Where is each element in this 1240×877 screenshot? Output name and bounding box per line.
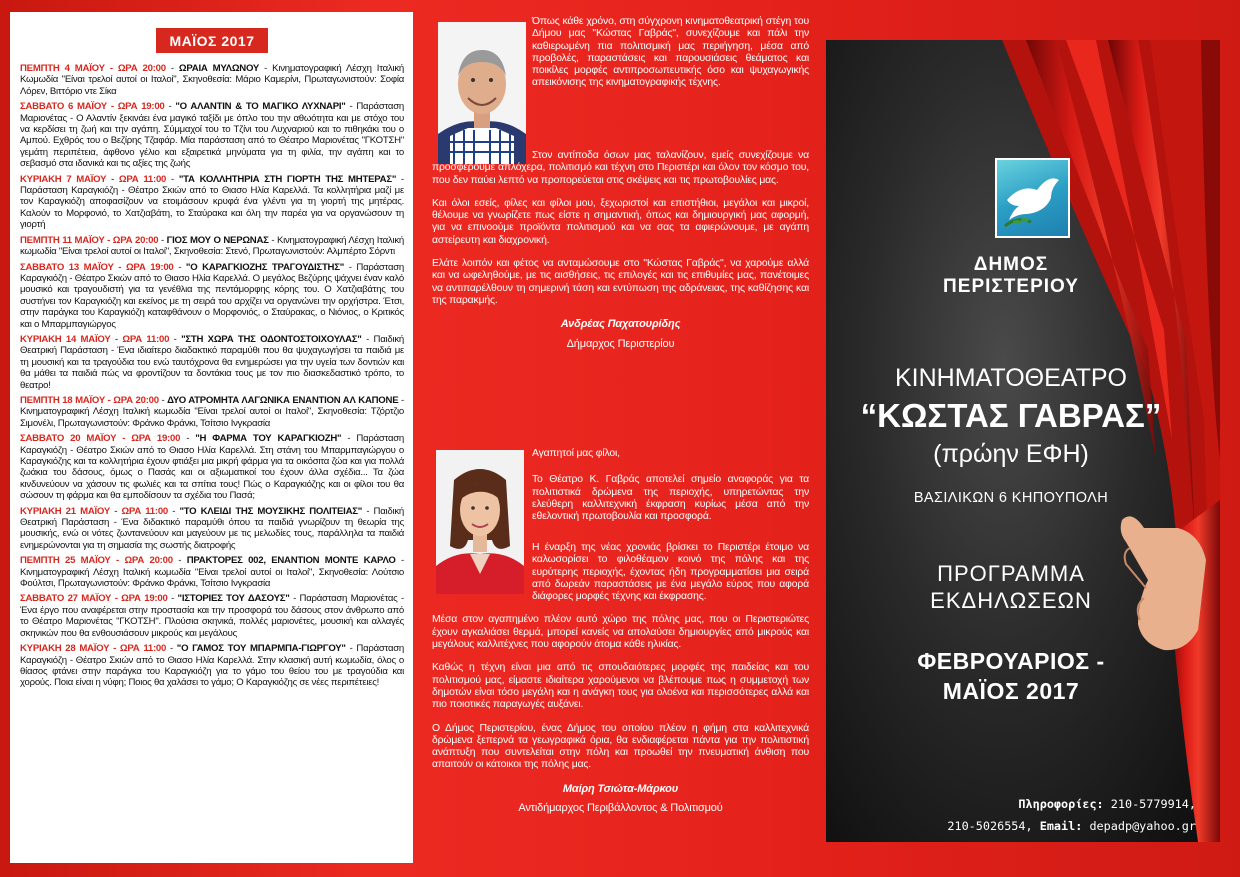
event-datetime: ΠΕΜΠΤΗ 25 ΜΑΪΟΥ - ΩΡΑ 20:00: [20, 555, 173, 567]
deputy-paragraph-2: Η έναρξη της νέας χρονιάς βρίσκει το Περιστέρι έτοιμο να καλωσορίσει το φιλοθέαμον κοινό της πόλης και της ευρύτερης περιοχής, έχοντας ήδη προγραμματίσει μια σειρά από δωρεάν παραστάσεις με ένα μεγάλο εύρος που αφορά διάφορες μορφές τέχνης και έκφρασης.: [532, 542, 809, 603]
event-description: - Παράσταση Μαριονέτας - Ένα έργο που αναφέρεται στην προστασία και την προσφορά του δάσους στον άνθρωπο από το Θέατρο Μαριονέτας "ΓΚΟΤΣΗ". Πλούσια σκηνικά, πολλές μαριονέτες, μουσική και αλλαγές σκηνικών που θα ενθουσιάσουν μικρούς και μεγάλους: [20, 593, 404, 639]
mayor-paragraph-2: Στον αντίποδα όσων μας ταλανίζουν, εμείς συνεχίζουμε να προσφέρουμε απλόχερα, πολιτισμό και τέχνη στο Περιστέρι και όλον τον κόσμο του, που δεν παύει λεπτό να προπορεύεται στις σκέψεις και τις πρωτοβουλίες μας.: [432, 150, 809, 186]
mayor-role: Δήμαρχος Περιστερίου: [566, 337, 675, 350]
former-name: (πρώην ΕΦΗ): [933, 440, 1089, 468]
event-item: ΠΕΜΠΤΗ 25 ΜΑΪΟΥ - ΩΡΑ 20:00 - ΠΡΑΚΤΟΡΕΣ 002, ΕΝΑΝΤΙΟΝ ΜΟΝΤΕ ΚΑΡΛΟ - Κινηματογραφική Λέσχη Ιταλική κωμωδία "Είναι τρελοί αυτοί οι Ιταλοί", Σκηνοθεσία: Λούτσιο Φούλτσι, Πρωταγωνιστούν: Φράνκο Φράνκι, Τσίτσιο Ινγκρασία: [20, 555, 404, 590]
mayor-paragraph-3: Και όλοι εσείς, φίλες και φίλοι μου, ξεχωριστοί και επιστήθιοι, μεγάλοι και μικροί, θέλουμε να γνωρίζετε πως είστε η σημαντική, όπως και δημιουργική μας αφορμή, για να επινοούμε προϊόντα πολιτισμού και να σας τα αφιερώνουμε, με αγάπη αστείρευτη και διαχρονική.: [432, 197, 809, 246]
event-title: "Ο ΑΛΑΝΤΙΝ & ΤΟ ΜΑΓΙΚΟ ΛΥΧΝΑΡΙ": [175, 101, 346, 113]
event-item: ΣΑΒΒΑΤΟ 27 ΜΑΪΟΥ - ΩΡΑ 19:00 - "ΙΣΤΟΡΙΕΣ ΤΟΥ ΔΑΣΟΥΣ" - Παράσταση Μαριονέτας - Ένα έργο που αναφέρεται στην προστασία και την προσφορά του δάσους στον άνθρωπο από το Θέατρο Μαριονέτας "ΓΚΟΤΣΗ". Πλούσια σκηνικά, πολλές μαριονέτες, μουσική και αλλαγές σκηνικών που θα ενθουσιάσουν μικρούς και μεγάλους: [20, 593, 404, 639]
event-datetime: ΣΑΒΒΑΤΟ 27 ΜΑΪΟΥ - ΩΡΑ 19:00: [20, 593, 168, 605]
mayor-name: Ανδρέας Παχατουρίδης: [560, 318, 681, 331]
deputy-paragraph-3: Μέσα στον αγαπημένο πλέον αυτό χώρο της πόλης μας, που οι Περιστεριώτες έχουν αγκαλιάσει θερμά, μπορεί κανείς να απολαύσει δημιουργίες από μικρούς και μεγάλους καλλιτέχνες που αφορούν άτομα κάθε ηλικίας.: [432, 614, 809, 651]
event-description: - Παιδική Θεατρική Παράσταση - Ένα ιδιαίτερο διαδακτικό παραμύθι που θα ψυχαγωγήσει τα παιδιά με τη μουσική και τα τραγούδια του ενώ ταυτόχρονα θα ενημερώσει για την υγεία των δοντιών και θα μάθει τα παιδιά πώς να φροντίζουν τα δοντάκια τους με τον πιο διασκεδαστικό τρόπο, το θεατρο!: [20, 333, 404, 391]
deputy-role: Αντιδήμαρχος Περιβάλλοντος & Πολιτισμού: [518, 802, 723, 815]
event-description: - Κινηματογραφική Λέσχη Ιταλική Κωμωδία "Είναι τρελοί αυτοί οι Ιταλοί", Σκηνοθεσία: Μάριο Καμερίνι, Πρωταγωνιστούν: Σοφία Λόρεν, Βιττόριο ντε Σίκα: [20, 63, 404, 97]
event-title: ΓΙΟΣ ΜΟΥ Ο ΝΕΡΩΝΑΣ: [166, 234, 269, 246]
event-item: ΚΥΡΙΑΚΗ 7 ΜΑΪΟΥ - ΩΡΑ 11:00 - "ΤΑ ΚΟΛΛΗΤΗΡΙΑ ΣΤΗ ΓΙΟΡΤΗ ΤΗΣ ΜΗΤΕΡΑΣ" - Παράσταση Καραγκιόζη - Θέατρο Σκιών από το Θιασο Ηλία Καρελλά. Τα κολλητήρια μαζί με τον Καραγκιόζη αποφασίζουν να ετοιμάσουν κρυφά ένα γλέντι για τη γιορτή της μητέρας. Καλούν το Μορφονιό, το Χατζιαβάτη, το Σταύρακα και όλη την παρέα για να οργανώσουν τη γιορτή: [20, 173, 404, 231]
event-item: ΠΕΜΠΤΗ 11 ΜΑΪΟΥ - ΩΡΑ 20:00 - ΓΙΟΣ ΜΟΥ Ο ΝΕΡΩΝΑΣ - Κινηματογραφική Λέσχη Ιταλική κωμωδία "Είναι τρελοί αυτοί οι Ιταλοί", Σκηνοθεσία: Στενό, Πρωταγωνιστούν: Αλμπέρτο Σόρντι: [20, 234, 404, 258]
program-line-1: ΠΡΟΓΡΑΜΜΑ: [937, 561, 1085, 586]
event-title: "ΙΣΤΟΡΙΕΣ ΤΟΥ ΔΑΣΟΥΣ": [177, 593, 290, 605]
event-item: ΚΥΡΙΑΚΗ 21 ΜΑΪΟΥ - ΩΡΑ 11:00 - "ΤΟ ΚΛΕΙΔΙ ΤΗΣ ΜΟΥΣΙΚΗΣ ΠΟΛΙΤΕΙΑΣ" - Παιδική Θεατρική Παράσταση - Ένα διδακτικό παραμύθι όπου τα παιδιά γνωρίζουν τη θεωρία της μουσικής, ενώ οι νότες ζωντανεύουν και μαγεύουν με τις μελωδίες τους, παράλληλα τα παιδιά ενημερώνονται για τη σημασία της σωστής διατροφής: [20, 505, 404, 551]
municipality-line-2: ΠΕΡΙΣΤΕΡΙΟΥ: [943, 276, 1079, 297]
deputy-paragraph-1: Το Θέατρο Κ. Γαβράς αποτελεί σημείο αναφοράς για τα πολιτιστικά δρώμενα της περιοχής, υπηρετώντας την ελεύθερη καλλιτεχνική έκφραση κυρίως μέσα από την εθελοντική πρωτοβουλία και προσφορά.: [532, 474, 809, 523]
cover-panel: [826, 40, 1220, 842]
dove-logo-icon: [995, 158, 1070, 238]
deputy-name: Μαίρη Τσιώτα-Μάρκου: [562, 782, 679, 795]
mayor-message-intro: [532, 16, 809, 101]
event-title: "ΣΤΗ ΧΩΡΑ ΤΗΣ ΟΔΟΝΤΟΣΤΟΙΧΟΥΛΑΣ": [181, 333, 362, 345]
program-line-2: ΕΚΔΗΛΩΣΕΩΝ: [930, 588, 1092, 613]
event-item: ΠΕΜΠΤΗ 18 ΜΑΪΟΥ - ΩΡΑ 20:00 - ΔΥΟ ΑΤΡΟΜΗΤΑ ΛΑΓΩΝΙΚΑ ΕΝΑΝΤΙΟΝ ΑΛ ΚΑΠΟΝΕ - Κινηματογραφική Λέσχη Ιταλική κωμωδία "Είναι τρελοί αυτοί οι Ιταλοί", Σκηνοθεσία: Τζόρτζιο Σιμονέλι, Πρωταγωνιστούν: Φράνκο Φράνκι, Τσίτσιο Ινγκρασία: [20, 394, 404, 429]
email-address[interactable]: depadp@yahoo.gr: [1089, 819, 1196, 833]
deputy-message-intro: [532, 448, 809, 534]
event-description: - Παράσταση Καραγκιόζη - Θέατρο Σκιών από το Θιασο Ηλία Καρελλά. Τα κολλητήρια μαζί με τον Καραγκιόζη αποφασίζουν να ετοιμάσουν κρυφά ένα γλέντι για τη γιορτή της μητέρας. Καλούν το Μορφονιό, το Χατζιαβάτη, το Σταύρακα και όλη την παρέα για να οργανώσουν τη γιορτή: [20, 173, 404, 231]
month-badge: ΜΑΪΟΣ 2017: [156, 28, 268, 53]
mayor-paragraph-1: Όπως κάθε χρόνο, στη σύγχρονη κινηματοθεατρική στέγη του Δήμου μας "Κώστας Γαβράς", συνεχίζουμε και πάλι την καθιερωμένη πια πολιτισμική μας περιήγηση, μέσα από προβολές, παραστάσεις και παρουσιάσεις θεάματος και ποικίλες μορφές αντιπροσωπευτικής όσο και ψυχαγωγικής απεικόνισης της κινηματογραφικής τέχνης.: [532, 16, 809, 89]
event-item: ΚΥΡΙΑΚΗ 14 ΜΑΪΟΥ - ΩΡΑ 11:00 - "ΣΤΗ ΧΩΡΑ ΤΗΣ ΟΔΟΝΤΟΣΤΟΙΧΟΥΛΑΣ" - Παιδική Θεατρική Παράσταση - Ένα ιδιαίτερο διαδακτικό παραμύθι που θα ψυχαγωγήσει τα παιδιά με τη μουσική και τα τραγούδια του ενώ ταυτόχρονα θα ενημερώσει για την υγεία των δοντιών και θα μάθει τα παιδιά πώς να φροντίζουν τα δοντάκια τους με τον πιο διασκεδαστικό τρόπο, το θεατρο!: [20, 333, 404, 391]
event-datetime: ΠΕΜΠΤΗ 4 ΜΑΪΟΥ - ΩΡΑ 20:00: [20, 63, 166, 74]
event-item: ΠΕΜΠΤΗ 4 ΜΑΪΟΥ - ΩΡΑ 20:00 - ΩΡΑΙΑ ΜΥΛΩΝΟΥ - Κινηματογραφική Λέσχη Ιταλική Κωμωδία "Είναι τρελοί αυτοί οι Ιταλοί", Σκηνοθεσία: Μάριο Καμερίνι, Πρωταγωνιστούν: Σοφία Λόρεν, Βιττόριο ντε Σίκα: [20, 63, 404, 97]
program-title: [841, 560, 1181, 614]
event-datetime: ΠΕΜΠΤΗ 18 ΜΑΪΟΥ - ΩΡΑ 20:00: [20, 394, 159, 406]
event-item: ΣΑΒΒΑΤΟ 20 ΜΑΪΟΥ - ΩΡΑ 19:00 - "Η ΦΑΡΜΑ ΤΟΥ ΚΑΡΑΓΚΙΟΖΗ" - Παράσταση Καραγκιόζη - Θέατρο Σκιών από το Θιασο Ηλία Καρελλά. Στη στάνη του Μπαρμπαγιώργου ο Καραγκιόζης και τα κολλητήρια έχουν φτιάξει μια μικρή φάρμα για τα οικόσιτα ζώα και για πολλά ζωάκια του δάσους, όμως ο Πασάς και οι αξιωματικοί του έχουν άλλα σχέδια... Τα ζώα κινδυνεύουν να χάσουν τις φωλιές και τα σπίτια τους! Πώς ο Καραγκιόζης και οι φίλοι του θα σώσουν τη φάρμα και θα εμποδίσουν τα σχέδια του Πασά;: [20, 433, 404, 502]
mayor-message: [432, 150, 809, 350]
event-description: - Κινηματογραφική Λέσχη Ιταλική κωμωδία "Είναι τρελοί αυτοί οι Ιταλοί", Σκηνοθεσία: Στενό, Πρωταγωνιστούν: Αλμπέρτο Σόρντι: [20, 234, 404, 258]
event-title: ΠΡΑΚΤΟΡΕΣ 002, ΕΝΑΝΤΙΟΝ ΜΟΝΤΕ ΚΑΡΛΟ: [186, 555, 396, 567]
deputy-greeting: Αγαπητοί μας φίλοι,: [532, 448, 620, 459]
event-description: - Παράσταση Καραγκιόζη - Θέατρο Σκιών από το Θιασο Ηλία Καρελλά. Ο μεγάλος Βεζύρης ψάχνει έναν καλό μουσικό και τραγουδιστή για τα γενέθλια της πεντάμορφης κόρης του. Ο Χατζιαβάτης του συστήνει τον Καραγκιόζη και εκείνος με τη σειρά του αρχίζει να οργανώνει την ορχήστρα. Έτσι, στην παράγκα του Καραγκιόζη καταφθάνουν ο Μορφονιός, ο Σταύρακας, ο Νιόνιος, ο Κριτικός και ο Μπαρμπαγιώργος: [20, 261, 405, 330]
event-title: "Ο ΓΑΜΟΣ ΤΟΥ ΜΠΑΡΜΠΑ-ΓΙΩΡΓΟΥ": [176, 643, 346, 655]
event-title: ΔΥΟ ΑΤΡΟΜΗΤΑ ΛΑΓΩΝΙΚΑ ΕΝΑΝΤΙΟΝ ΑΛ ΚΑΠΟΝΕ: [167, 394, 399, 406]
event-title: ΩΡΑΙΑ ΜΥΛΩΝΟΥ: [178, 63, 260, 74]
address: ΒΑΣΙΛΙΚΩΝ 6 ΚΗΠΟΥΠΟΛΗ: [913, 490, 1109, 506]
event-datetime: ΚΥΡΙΑΚΗ 21 ΜΑΪΟΥ - ΩΡΑ 11:00: [20, 505, 168, 517]
cinema-name: “ΚΩΣΤΑΣ ΓΑΒΡΑΣ”: [860, 397, 1162, 434]
mayor-photo: [438, 22, 526, 164]
events-panel: [10, 12, 413, 863]
deputy-message: [432, 542, 809, 814]
event-description: - Παράσταση Μαριονέτας - Ο Αλαντίν ξεκινάει ένα μαγικό ταξίδι με όπλο του την αθωότητα και με στόχο του να κερδίσει τη ζωή και την αγάπη. Σύμμαχοί του το Τζίνι του Λυχναριού και το πιθηκάκι του ο Αμπού. Εχθρός του ο Βεζίρης Τζαφάρ. Μία παράσταση από το Θέατρο Μαριονέτας "ΓΚΟΤΣΗ" γεμάτη περιπέτεια, άφθονο γέλιο και εξαιρετικά μηνύματα για τη φιλία, την αγάπη και το σεβασμό στα ιδανικά και τις αξίες της ζωής: [20, 101, 404, 170]
event-datetime: ΚΥΡΙΑΚΗ 14 ΜΑΪΟΥ - ΩΡΑ 11:00: [20, 333, 170, 345]
messages-panel: [432, 12, 810, 867]
events-list: [20, 63, 404, 689]
deputy-paragraph-5: Ο Δήμος Περιστερίου, ένας Δήμος του οποίου πλέον η φήμη στα καλλιτεχνικά δρώμενα ξεπερνά τα γεωγραφικά όρια, θα ενδιαφέρεται πάντα για την πολιτιστική ανάπτυξη που συντελείται στην πόλη και προωθεί την πνευματική άνθιση που απαιτούν οι κάτοικοι της πόλης μας.: [432, 722, 809, 771]
event-description: - Κινηματογραφική Λέσχη Ιταλική κωμωδία "Είναι τρελοί αυτοί οι Ιταλοί", Σκηνοθεσία: Λούτσιο Φούλτσι, Πρωταγωνιστούν: Φράνκο Φράνκι, Τσίτσιο Ινγκρασία: [20, 555, 404, 590]
info-label: Πληροφορίες:: [1018, 797, 1104, 811]
event-datetime: ΚΥΡΙΑΚΗ 28 ΜΑΪΟΥ - ΩΡΑ 11:00: [20, 643, 167, 655]
event-title: "ΤΟ ΚΛΕΙΔΙ ΤΗΣ ΜΟΥΣΙΚΗΣ ΠΟΛΙΤΕΙΑΣ": [179, 505, 363, 517]
period-line-2: ΜΑΪΟΣ 2017: [942, 678, 1080, 704]
event-description: - Παιδική Θεατρική Παράσταση - Ένα διδακτικό παραμύθι όπου τα παιδιά γνωρίζουν τη θεωρία της μουσικής, ενώ οι νότες ζωντανεύουν και μαγεύουν με τις μελωδίες τους, παράλληλα τα παιδιά ενημερώνονται για τη σημασία της σωστής διατροφής: [20, 505, 404, 551]
municipality-line-1: ΔΗΜΟΣ: [973, 254, 1049, 275]
program-period: [841, 646, 1181, 706]
event-datetime: ΠΕΜΠΤΗ 11 ΜΑΪΟΥ - ΩΡΑ 20:00: [20, 234, 159, 246]
cinema-label: ΚΙΝΗΜΑΤΟΘΕΑΤΡΟ: [895, 364, 1127, 392]
deputy-paragraph-4: Καθώς η τέχνη είναι μια από τις σπουδαιότερες μορφές της παιδείας και του πολιτισμού μας, είμαστε ιδιαίτερα χαρούμενοι να βλέπουμε πως η συμμετοχή των δημοτών είναι τόσο μεγάλη και η ανάγκη τους για ολοένα και περισσότερες αλλά και πιο ποιοτικές παραγωγές αυξάνει.: [432, 662, 809, 711]
event-description: - Παράσταση Καραγκιόζη - Θέατρο Σκιών από το Θιασο Ηλία Καρελλά. Στην κλασική αυτή κωμωδία, όλος ο θίασος φτάνει στην παράγκα του Καραγκιόζη για το γάμο του θείου του με τραγούδια και χορούς. Ποια είναι η νύφη; Ποιος θα χαλάσει το γάμο; Ο Καραγκιόζης σε νέες περιπέτειες!: [20, 643, 405, 689]
event-item: ΚΥΡΙΑΚΗ 28 ΜΑΪΟΥ - ΩΡΑ 11:00 - "Ο ΓΑΜΟΣ ΤΟΥ ΜΠΑΡΜΠΑ-ΓΙΩΡΓΟΥ" - Παράσταση Καραγκιόζη - Θέατρο Σκιών από το Θιασο Ηλία Καρελλά. Στην κλασική αυτή κωμωδία, όλος ο θίασος φτάνει στην παράγκα του Καραγκιόζη για το γάμο του θείου του με τραγούδια και χορούς. Ποια είναι η νύφη; Ποιος θα χαλάσει το γάμο; Ο Καραγκιόζης σε νέες περιπέτειες!: [20, 643, 405, 689]
municipality-name: [841, 254, 1181, 298]
event-description: - Κινηματογραφική Λέσχη Ιταλική κωμωδία "Είναι τρελοί αυτοί οι Ιταλοί", Σκηνοθεσία: Τζόρτζιο Σιμονέλι, Πρωταγωνιστούν: Φράνκο Φράνκι, Τσίτσιο Ινγκρασία: [20, 394, 404, 429]
phone-2: 210-5026554,: [947, 819, 1033, 833]
mayor-paragraph-4: Ελάτε λοιπόν και φέτος να ανταμώσουμε στο "Κώστας Γαβράς", να χαρούμε αλλά και να ωφεληθούμε, με τις αισθήσεις, τις επιλογές και τις επιθυμίες μας, πανέτοιμες να αντιπαρέλθουν τη σημερινή τάση και εντύπωση της αδράνειας, της καθίζησης και της παρακμής.: [432, 258, 809, 306]
event-datetime: ΣΑΒΒΑΤΟ 13 ΜΑΪΟΥ - ΩΡΑ 19:00: [20, 261, 174, 273]
event-title: "Η ΦΑΡΜΑ ΤΟΥ ΚΑΡΑΓΚΙΟΖΗ": [195, 433, 342, 445]
event-title: "ΤΑ ΚΟΛΛΗΤΗΡΙΑ ΣΤΗ ΓΙΟΡΤΗ ΤΗΣ ΜΗΤΕΡΑΣ": [178, 173, 397, 185]
period-line-1: ΦΕΒΡΟΥΑΡΙΟΣ -: [917, 648, 1105, 674]
event-datetime: ΚΥΡΙΑΚΗ 7 ΜΑΪΟΥ - ΩΡΑ 11:00: [20, 173, 167, 185]
event-title: "Ο ΚΑΡΑΓΚΙΟΖΗΣ ΤΡΑΓΟΥΔΙΣΤΗΣ": [185, 261, 345, 273]
event-datetime: ΣΑΒΒΑΤΟ 20 ΜΑΪΟΥ - ΩΡΑ 19:00: [20, 433, 181, 445]
email-label: Email:: [1039, 819, 1083, 833]
event-item: ΣΑΒΒΑΤΟ 13 ΜΑΪΟΥ - ΩΡΑ 19:00 - "Ο ΚΑΡΑΓΚΙΟΖΗΣ ΤΡΑΓΟΥΔΙΣΤΗΣ" - Παράσταση Καραγκιόζη - Θέατρο Σκιών από το Θιασο Ηλία Καρελλά. Ο μεγάλος Βεζύρης ψάχνει έναν καλό μουσικό και τραγουδιστή για τα γενέθλια της πεντάμορφης κόρης του. Ο Χατζιαβάτης του συστήνει τον Καραγκιόζη και εκείνος με τη σειρά του αρχίζει να οργανώνει την ορχήστρα. Έτσι, στην παράγκα του Καραγκιόζη καταφθάνουν ο Μορφονιός, ο Σταύρακας, ο Νιόνιος, ο Κριτικός και ο Μπαρμπαγιώργος: [20, 261, 405, 330]
contact-info: [866, 793, 1196, 837]
event-item: ΣΑΒΒΑΤΟ 6 ΜΑΪΟΥ - ΩΡΑ 19:00 - "Ο ΑΛΑΝΤΙΝ & ΤΟ ΜΑΓΙΚΟ ΛΥΧΝΑΡΙ" - Παράσταση Μαριονέτας - Ο Αλαντίν ξεκινάει ένα μαγικό ταξίδι με όπλο του την αθωότητα και με στόχο του να κερδίσει τη ζωή και την αγάπη. Σύμμαχοί του το Τζίνι του Λυχναριού και το πιθηκάκι του ο Αμπού. Εχθρός του ο Βεζίρης Τζαφάρ. Μία παράσταση από το Θέατρο Μαριονέτας "ΓΚΟΤΣΗ" γεμάτη περιπέτεια, άφθονο γέλιο και εξαιρετικά μηνύματα για τη φιλία, την αγάπη και το σεβασμό στα ιδανικά και τις αξίες της ζωής: [20, 101, 404, 170]
event-datetime: ΣΑΒΒΑΤΟ 6 ΜΑΪΟΥ - ΩΡΑ 19:00: [20, 101, 165, 113]
phone-1: 210-5779914,: [1110, 797, 1196, 811]
event-description: - Παράσταση Καραγκιόζη - Θέατρο Σκιών από το Θιασο Ηλία Καρελλά. Στη στάνη του Μπαρμπαγιώργου ο Καραγκιόζης και τα κολλητήρια έχουν φτιάξει μια μικρή φάρμα για τα οικόσιτα ζώα και για πολλά ζωάκια του δάσους, όμως ο Πασάς και οι αξιωματικοί του έχουν άλλα σχέδια... Τα ζώα κινδυνεύουν να χάσουν τις φωλιές και τα σπίτια τους! Πώς ο Καραγκιόζης και οι φίλοι του θα σώσουν τη φάρμα και θα εμποδίσουν τα σχέδια του Πασά;: [20, 433, 404, 502]
